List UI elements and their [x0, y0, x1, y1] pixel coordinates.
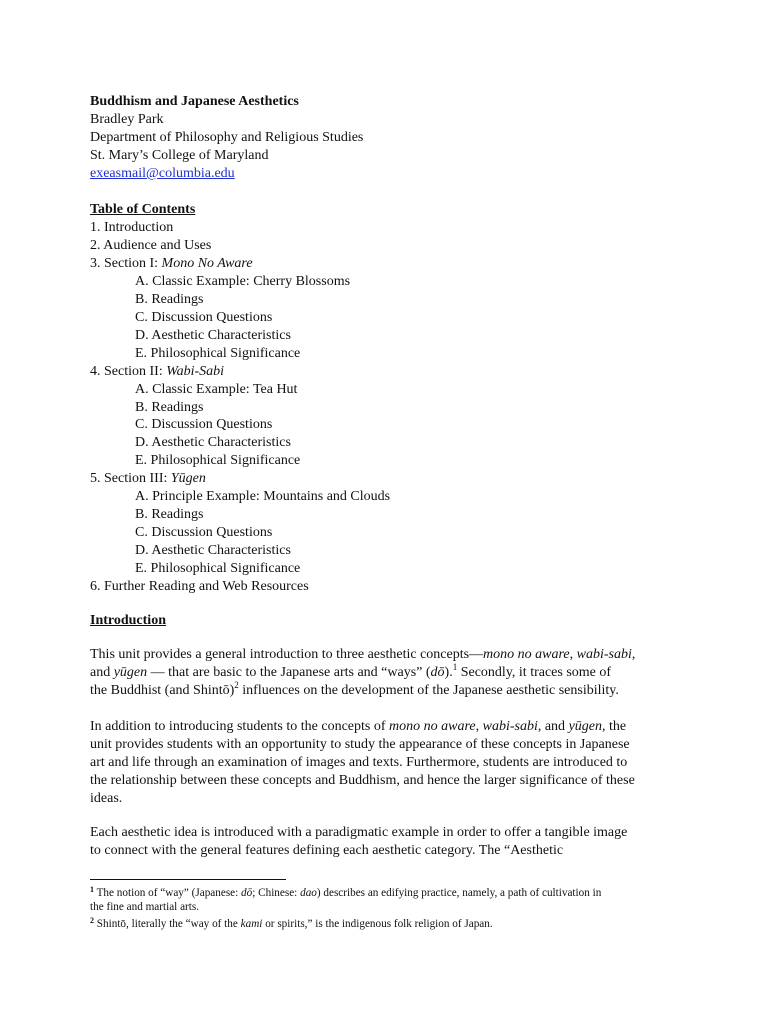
toc-subitem: B. Readings	[135, 400, 204, 415]
author-department: Department of Philosophy and Religious Studies	[90, 130, 364, 145]
toc-subitem: B. Readings	[135, 507, 204, 522]
document-title: Buddhism and Japanese Aesthetics	[90, 94, 299, 109]
toc-subitem: D. Aesthetic Characteristics	[135, 435, 291, 450]
author-college: St. Mary’s College of Maryland	[90, 148, 269, 163]
footnote-ref-1[interactable]: 1	[452, 662, 458, 672]
toc-subitem: A. Classic Example: Tea Hut	[135, 382, 298, 397]
introduction-heading: Introduction	[90, 613, 166, 628]
toc-item: 3. Section I: Mono No Aware	[90, 256, 253, 271]
toc-item: 5. Section III: Yūgen	[90, 471, 206, 486]
toc-subitem: E. Philosophical Significance	[135, 561, 301, 576]
toc-item: 4. Section II: Wabi-Sabi	[90, 364, 225, 379]
toc-subitem: C. Discussion Questions	[135, 310, 273, 325]
author-email-link[interactable]: exeasmail@columbia.edu	[90, 166, 235, 181]
toc-subitem: D. Aesthetic Characteristics	[135, 328, 291, 343]
toc-subitem: E. Philosophical Significance	[135, 453, 301, 468]
toc-subitem: C. Discussion Questions	[135, 525, 273, 540]
toc-item: 2. Audience and Uses	[90, 238, 212, 253]
toc-subitem: A. Principle Example: Mountains and Clouds	[135, 489, 391, 504]
toc-heading: Table of Contents	[90, 202, 196, 217]
author-name: Bradley Park	[90, 112, 164, 127]
toc-subitem: D. Aesthetic Characteristics	[135, 543, 291, 558]
toc-item: 6. Further Reading and Web Resources	[90, 579, 309, 594]
toc-subitem: A. Classic Example: Cherry Blossoms	[135, 274, 351, 289]
toc-subitem: C. Discussion Questions	[135, 417, 273, 432]
footnote-ref-2[interactable]: 2	[234, 680, 239, 690]
toc-item: 1. Introduction	[90, 220, 174, 235]
toc-subitem: B. Readings	[135, 292, 204, 307]
toc-subitem: E. Philosophical Significance	[135, 346, 301, 361]
footnote-separator	[90, 879, 286, 880]
